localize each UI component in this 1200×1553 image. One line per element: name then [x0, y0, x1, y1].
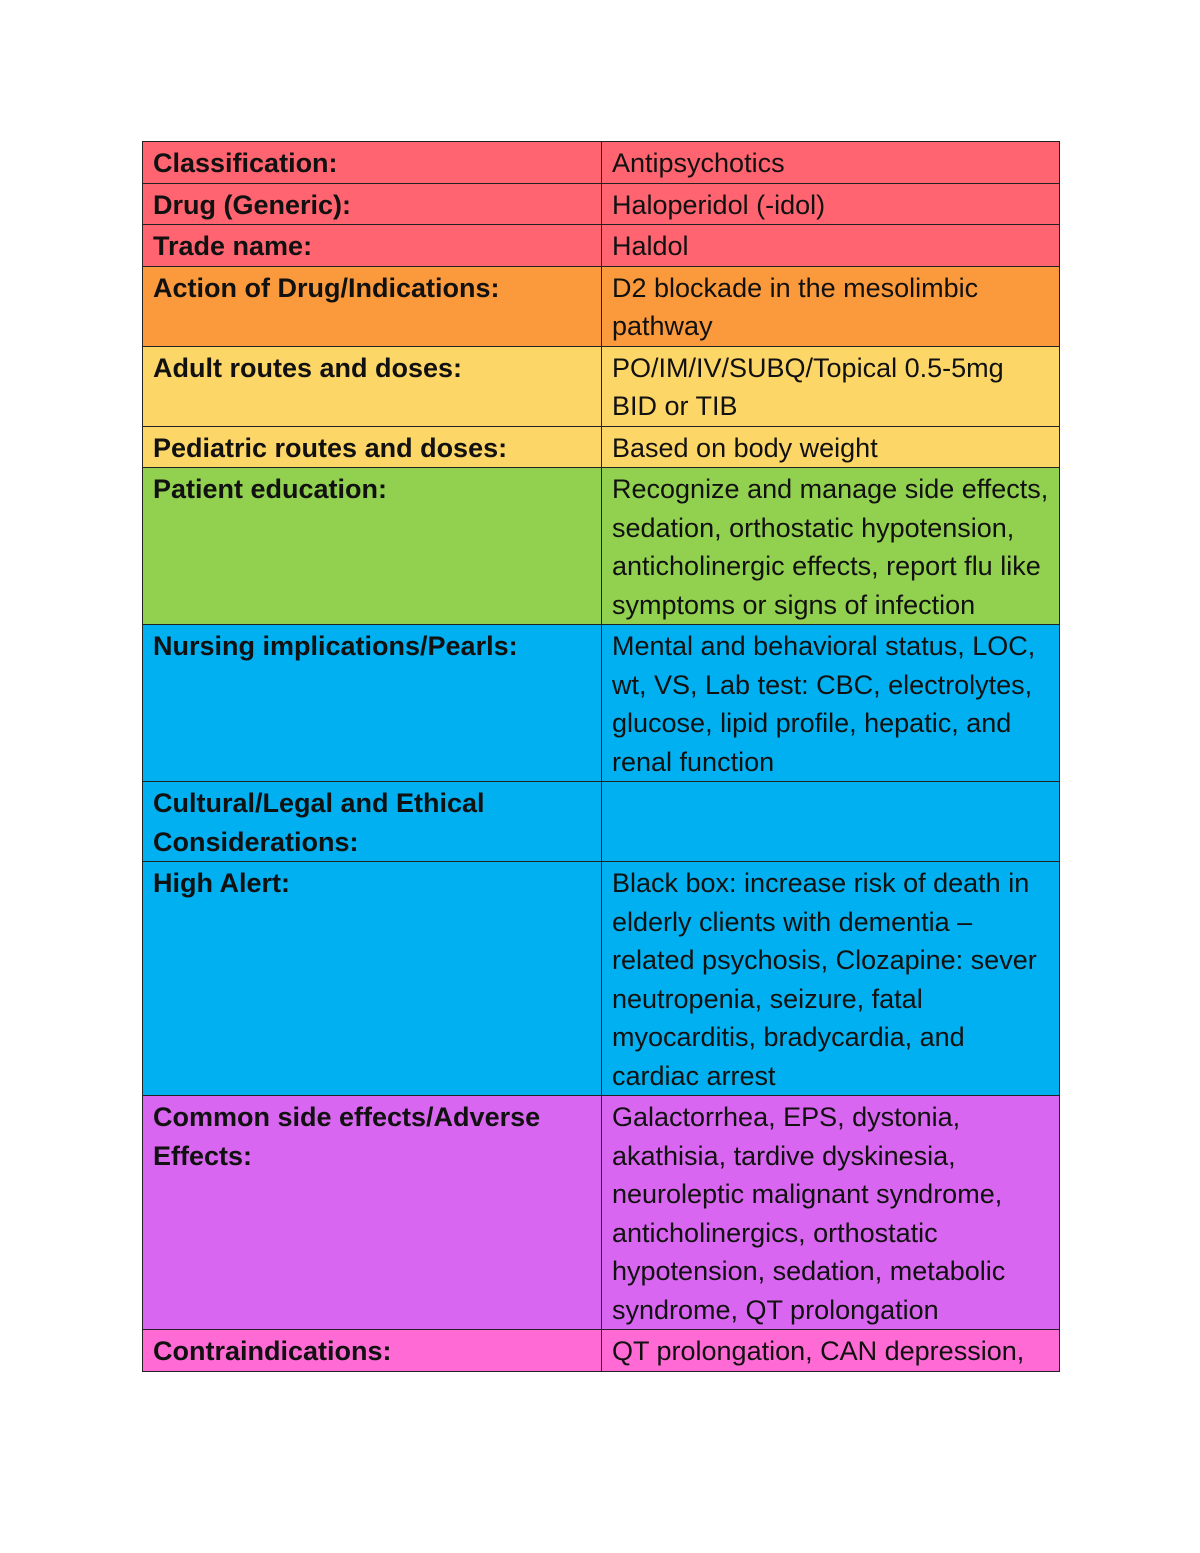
- contraindications-value: QT prolongation, CAN depression,: [602, 1330, 1060, 1372]
- row-drug-generic: [143, 183, 1060, 225]
- adult-routes-label: Adult routes and doses:: [143, 346, 602, 426]
- adult-routes-value: PO/IM/IV/SUBQ/Topical 0.5-5mg BID or TIB: [602, 346, 1060, 426]
- trade-name-label: Trade name:: [143, 225, 602, 267]
- nursing-implications-label: Nursing implications/Pearls:: [143, 625, 602, 782]
- row-nursing-implications: [143, 625, 1060, 782]
- cultural-legal-ethical-value: [602, 782, 1060, 862]
- side-effects-value: Galactorrhea, EPS, dystonia, akathisia, tardive dyskinesia, neuroleptic malignant syndrome, anticholinergics, orthostatic hypotension, sedation, metabolic syndrome, QT prolongation: [602, 1096, 1060, 1330]
- row-trade-name: [143, 225, 1060, 267]
- row-classification: [143, 142, 1060, 184]
- pediatric-routes-label: Pediatric routes and doses:: [143, 426, 602, 468]
- high-alert-label: High Alert:: [143, 862, 602, 1096]
- row-contraindications: [143, 1330, 1060, 1372]
- drug-generic-label: Drug (Generic):: [143, 183, 602, 225]
- action-indications-label: Action of Drug/Indications:: [143, 266, 602, 346]
- patient-education-label: Patient education:: [143, 468, 602, 625]
- patient-education-value: Recognize and manage side effects, sedation, orthostatic hypotension, anticholinergic effects, report flu like symptoms or signs of infection: [602, 468, 1060, 625]
- classification-label: Classification:: [143, 142, 602, 184]
- nursing-implications-value: Mental and behavioral status, LOC, wt, VS, Lab test: CBC, electrolytes, glucose, lipid profile, hepatic, and renal function: [602, 625, 1060, 782]
- row-patient-education: [143, 468, 1060, 625]
- row-high-alert: [143, 862, 1060, 1096]
- row-pediatric-routes: [143, 426, 1060, 468]
- action-indications-value: D2 blockade in the mesolimbic pathway: [602, 266, 1060, 346]
- classification-value: Antipsychotics: [602, 142, 1060, 184]
- row-action-indications: [143, 266, 1060, 346]
- trade-name-value: Haldol: [602, 225, 1060, 267]
- pediatric-routes-value: Based on body weight: [602, 426, 1060, 468]
- row-side-effects: [143, 1096, 1060, 1330]
- cultural-legal-ethical-label: Cultural/Legal and Ethical Considerations:: [143, 782, 602, 862]
- drug-card-table: [142, 141, 1060, 1372]
- row-cultural-legal-ethical: [143, 782, 1060, 862]
- side-effects-label: Common side effects/Adverse Effects:: [143, 1096, 602, 1330]
- drug-generic-value: Haloperidol (-idol): [602, 183, 1060, 225]
- high-alert-value: Black box: increase risk of death in elderly clients with dementia – related psychosis, Clozapine: sever neutropenia, seizure, fatal myocarditis, bradycardia, and cardiac arrest: [602, 862, 1060, 1096]
- contraindications-label: Contraindications:: [143, 1330, 602, 1372]
- row-adult-routes: [143, 346, 1060, 426]
